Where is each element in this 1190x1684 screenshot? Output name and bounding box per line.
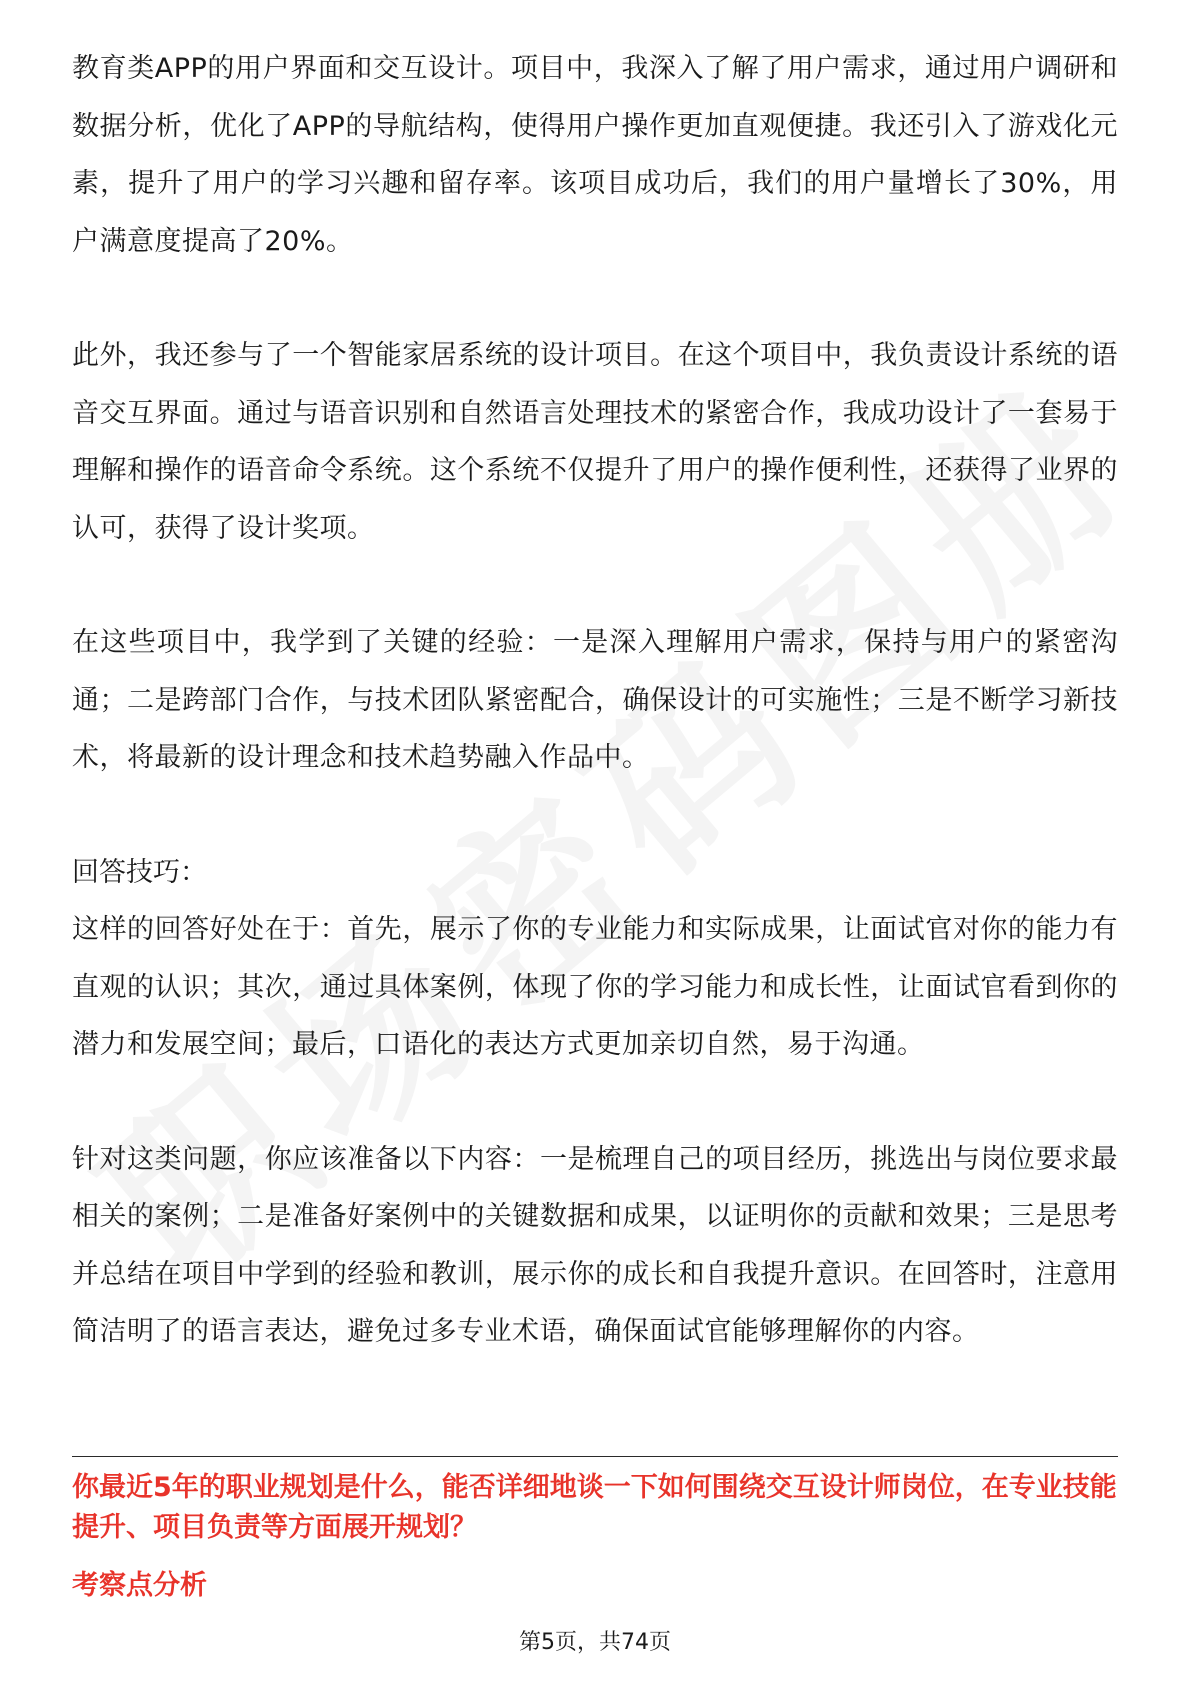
interview-question: 你最近5年的职业规划是什么，能否详细地谈一下如何围绕交互设计师岗位，在专业技能提升、项目负责等方面展开规划？ <box>72 1472 1117 1543</box>
section-divider <box>72 1456 1118 1457</box>
paragraph-spacer <box>72 787 1118 844</box>
paragraph-lessons-learned: 在这些项目中，我学到了关键的经验：一是深入理解用户需求，保持与用户的紧密沟通；二是跨部门合作，与技术团队紧密配合，确保设计的可实施性；三是不断学习新技术，将最新的设计理念和技术趋势融入作品中。 <box>72 627 1118 773</box>
paragraph-project-education-app: 教育类APP的用户界面和交互设计。项目中，我深入了解了用户需求，通过用户调研和数据分析，优化了APP的导航结构，使得用户操作更加直观便捷。我还引入了游戏化元素，提升了用户的学习兴趣和留存率。该项目成功后，我们的用户量增长了30%，用户满意度提高了20%。 <box>72 53 1118 257</box>
answer-tips-heading: 回答技巧： <box>72 856 207 888</box>
analysis-heading: 考察点分析 <box>72 1570 207 1601</box>
paragraph-spacer <box>72 1074 1118 1131</box>
paragraph-project-smart-home: 此外，我还参与了一个智能家居系统的设计项目。在这个项目中，我负责设计系统的语音交互界面。通过与语音识别和自然语言处理技术的紧密合作，我成功设计了一套易于理解和操作的语音命令系统。这个系统不仅提升了用户的操作便利性，还获得了业界的认可，获得了设计奖项。 <box>72 340 1118 544</box>
page-number-footer: 第5页，共74页 <box>519 1630 671 1655</box>
paragraph-spacer <box>72 270 1118 327</box>
document-body <box>72 40 1118 1361</box>
paragraph-answer-tips: 这样的回答好处在于：首先，展示了你的专业能力和实际成果，让面试官对你的能力有直观的认识；其次，通过具体案例，体现了你的学习能力和成长性，让面试官看到你的潜力和发展空间；最后，口语化的表达方式更加亲切自然，易于沟通。 <box>72 914 1118 1060</box>
paragraph-spacer <box>72 557 1118 614</box>
paragraph-preparation: 针对这类问题，你应该准备以下内容：一是梳理自己的项目经历，挑选出与岗位要求最相关的案例；二是准备好案例中的关键数据和成果，以证明你的贡献和效果；三是思考并总结在项目中学到的经验和教训，展示你的成长和自我提升意识。在回答时，注意用简洁明了的语言表达，避免过多专业术语，确保面试官能够理解你的内容。 <box>72 1143 1118 1347</box>
